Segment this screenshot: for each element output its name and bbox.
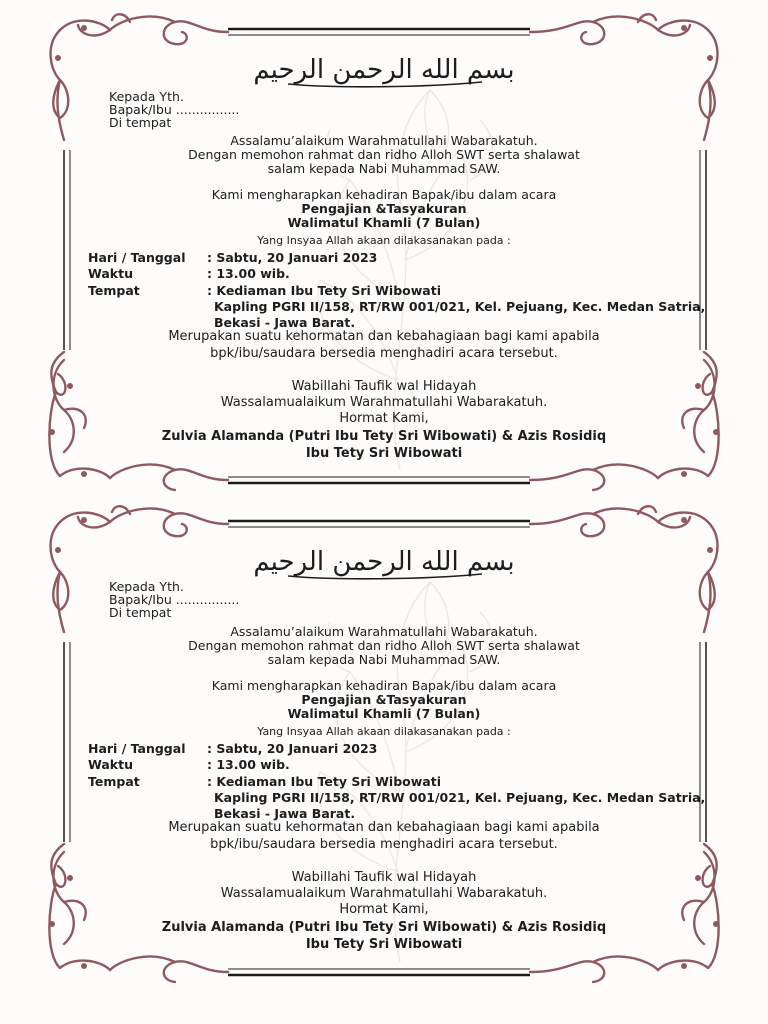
day-value: : Sabtu, 20 Januari 2023 <box>207 741 378 756</box>
place-value-1: : Kediaman Ibu Tety Sri Wibowati <box>207 774 441 789</box>
closing-line-3: Hormat Kami, <box>339 411 429 426</box>
greeting-line-1: Assalamu’alaikum Warahmatullahi Wabarakatuh. <box>230 624 538 639</box>
honor-line-1: Merupakan suatu kehormatan dan kebahagiaan bagi kami apabila <box>168 820 600 835</box>
bismillah-calligraphy <box>253 44 515 92</box>
time-value: : 13.00 wib. <box>207 757 290 772</box>
greeting-line-3: salam kepada Nabi Muhammad SAW. <box>267 652 501 667</box>
hosts-line-2: Ibu Tety Sri Wibowati <box>305 446 463 461</box>
greeting-line-2: Dengan memohon rahmat dan ridho Alloh SWT serta shalawat <box>188 147 580 162</box>
greeting-line-1: Assalamu’alaikum Warahmatullahi Wabarakatuh. <box>230 133 538 148</box>
closing-line-3: Hormat Kami, <box>339 902 429 917</box>
place-label: Tempat <box>88 283 140 298</box>
place-value-1: : Kediaman Ibu Tety Sri Wibowati <box>207 283 441 298</box>
hosts-line-2: Ibu Tety Sri Wibowati <box>305 937 463 952</box>
invitation-card-2 <box>0 492 768 984</box>
closing-line-1: Wabillahi Taufik wal Hidayah <box>291 379 477 394</box>
svg-text:بسم الله الرحمن الرحيم: بسم الله الرحمن الرحيم <box>253 547 515 577</box>
event-name-2: Walimatul Khamli (7 Bulan) <box>287 706 481 721</box>
time-label: Waktu <box>88 266 133 281</box>
day-value: : Sabtu, 20 Januari 2023 <box>207 250 378 265</box>
insyaa-text: Yang Insyaa Allah akaan dilakasanakan pada : <box>257 234 511 247</box>
insyaa-text: Yang Insyaa Allah akaan dilakasanakan pada : <box>257 725 511 738</box>
recipient-line-3: Di tempat <box>109 115 172 130</box>
recipient-line-3: Di tempat <box>109 605 172 620</box>
recipient-line-1: Kepada Yth. <box>109 579 184 594</box>
day-label: Hari / Tanggal <box>88 741 186 756</box>
event-name-2: Walimatul Khamli (7 Bulan) <box>287 215 481 230</box>
hosts-line-1: Zulvia Alamanda (Putri Ibu Tety Sri Wibowati) & Azis Rosidiq <box>161 429 607 444</box>
recipient-line-2: Bapak/Ibu ................ <box>109 102 240 117</box>
honor-line-2: bpk/ibu/saudara bersedia menghadiri acara tersebut. <box>210 837 558 852</box>
honor-line-1: Merupakan suatu kehormatan dan kebahagiaan bagi kami apabila <box>168 329 600 344</box>
corner-ornament-top-right <box>530 506 717 632</box>
greeting-line-2: Dengan memohon rahmat dan ridho Alloh SWT serta shalawat <box>188 638 580 653</box>
place-label: Tempat <box>88 774 140 789</box>
time-label: Waktu <box>88 757 133 772</box>
greeting-line-3: salam kepada Nabi Muhammad SAW. <box>267 161 501 176</box>
closing-line-1: Wabillahi Taufik wal Hidayah <box>291 870 477 885</box>
intro-text: Kami mengharapkan kehadiran Bapak/ibu dalam acara <box>211 678 557 693</box>
place-value-3: Bekasi - Jawa Barat. <box>214 806 356 821</box>
corner-ornament-top-right <box>530 14 717 140</box>
place-value-2: Kapling PGRI II/158, RT/RW 001/021, Kel. Pejuang, Kec. Medan Satria, <box>214 790 706 805</box>
event-name-1: Pengajian &Tasyakuran <box>301 201 467 216</box>
event-name-1: Pengajian &Tasyakuran <box>301 692 467 707</box>
place-value-3: Bekasi - Jawa Barat. <box>214 315 356 330</box>
bismillah-calligraphy <box>253 536 515 584</box>
svg-text:بسم الله الرحمن الرحيم: بسم الله الرحمن الرحيم <box>253 55 515 85</box>
closing-line-2: Wassalamualaikum Warahmatullahi Wabarakatuh. <box>220 395 548 410</box>
invitation-card-1 <box>0 0 768 492</box>
intro-text: Kami mengharapkan kehadiran Bapak/ibu dalam acara <box>211 187 557 202</box>
recipient-line-2: Bapak/Ibu ................ <box>109 592 240 607</box>
closing-line-2: Wassalamualaikum Warahmatullahi Wabarakatuh. <box>220 886 548 901</box>
time-value: : 13.00 wib. <box>207 266 290 281</box>
day-label: Hari / Tanggal <box>88 250 186 265</box>
place-value-2: Kapling PGRI II/158, RT/RW 001/021, Kel. Pejuang, Kec. Medan Satria, <box>214 299 706 314</box>
hosts-line-1: Zulvia Alamanda (Putri Ibu Tety Sri Wibowati) & Azis Rosidiq <box>161 920 607 935</box>
honor-line-2: bpk/ibu/saudara bersedia menghadiri acara tersebut. <box>210 346 558 361</box>
recipient-line-1: Kepada Yth. <box>109 89 184 104</box>
